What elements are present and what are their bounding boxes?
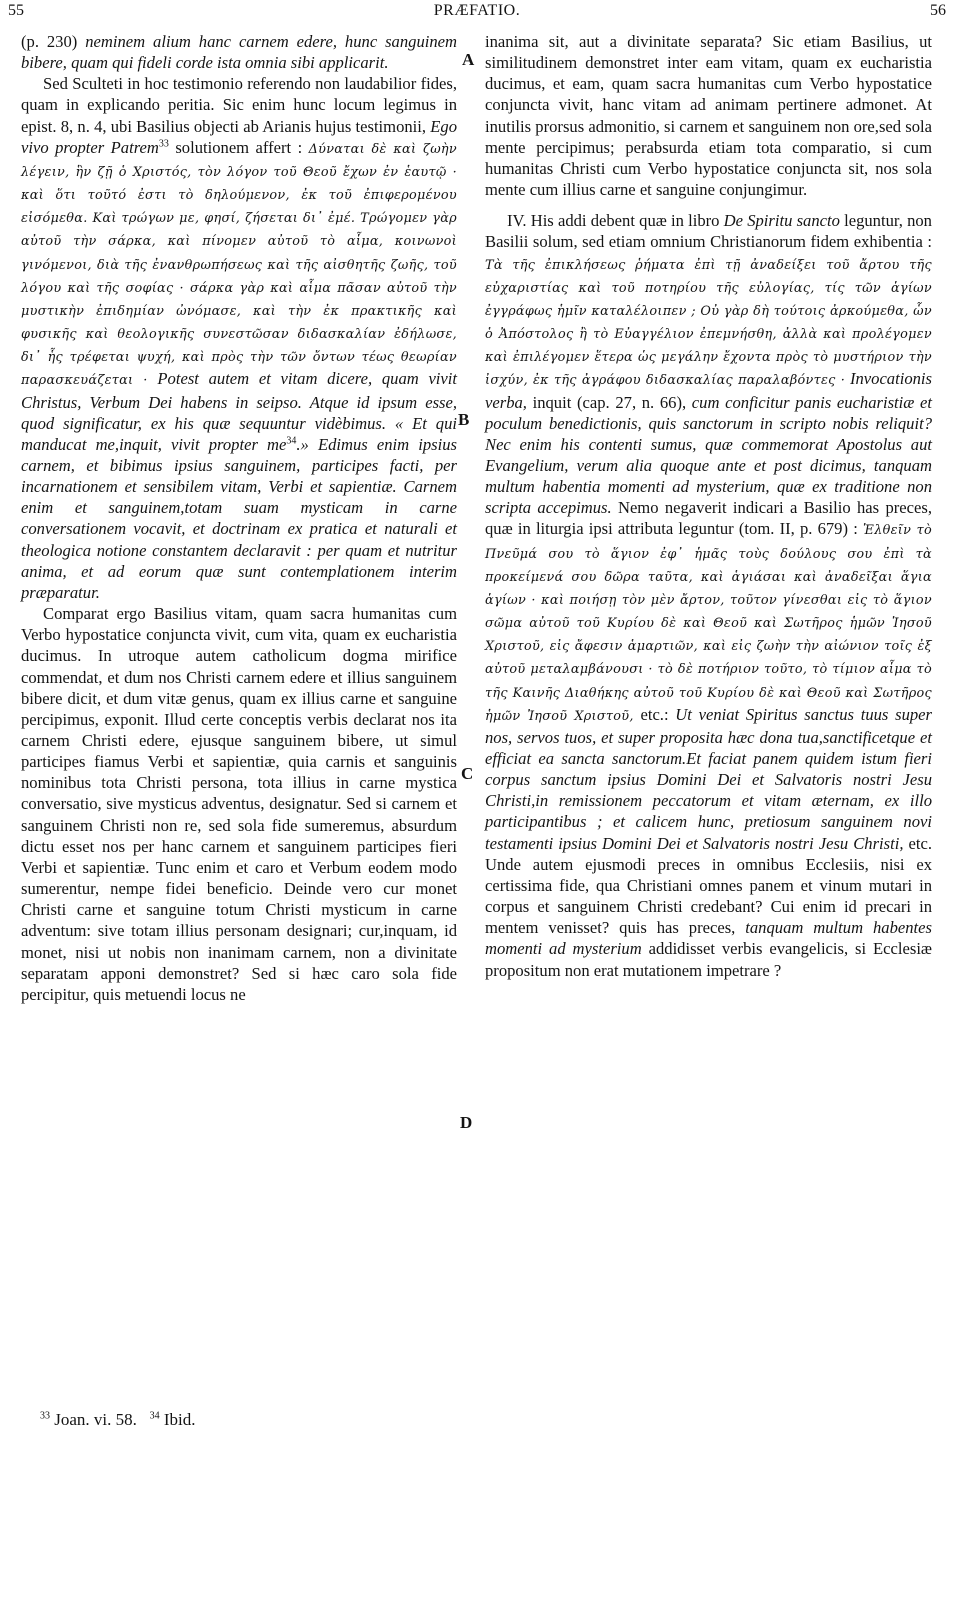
margin-letter-a: A bbox=[462, 50, 475, 69]
text-run: inquit (cap. 27, n. 66), bbox=[526, 392, 692, 412]
footnote-text: Joan. vi. 58. bbox=[54, 1410, 137, 1429]
paragraph: Comparat ergo Basilius vitam, quam sacra humanitas cum Verbo hypostatice conjuncta vivit, cum vita, quam ex eucharistia ducimus. In utroque autem catholicum dogma mirifice commendat, et dum nos Christi carnem edere et illius sanguinem bibere dicit, et dum vitæ genus, quam ex illius carne et sanguine percipimus, exponit. Illud certe conceptis verbis declarat nos ita carnem Christi edere, ejusque sanguinem bibere, ut simul participes fiamus Verbi et sapientiæ, quia carnis et sanguinis nominibus tota Christi persona, tota illius in carne mystica conversatio, sive mysticus adventus, designatur. Sed si carnem et sanguinem Christi non re, sed sola fide sumeremus, absurdum dictu esset nos per hanc carnem et sanguinem participes fieri Verbi et sapientiæ. Tunc enim et caro et Verbum eodem modo sumerentur, nempe fidei beneficio. Deinde vero cur monet Christi carne et sanguine totum Christi mysticum in carne adventum: sive totam illius personam designari; cur,inquam, id monet, nisi ut nobis non inanimam carnem, non a divinitate separatam apponi demonstret? Sed si hæc caro sola fide percipitur, quis metuendi locus ne bbox=[21, 604, 457, 1004]
margin-letter-b: B bbox=[458, 410, 470, 429]
greek-quotation: Δύναται δὲ καὶ ζωὴν λέγειν, ἣν ζῇ ὁ Χριστός, τὸν λόγον τοῦ Θεοῦ ἔχων ἐν ἑαυτῷ · καὶ ὅτι τοῦτό ἐστι τὸ δηλούμενον, ἐκ τοῦ ἐπιφερομένου εἰσόμεθα. Καὶ τρώγων με, φησί, ζήσεται δι᾽ ἐμέ. Τρώγομεν γὰρ αὐτοῦ τὴν σάρκα, καὶ πίνομεν αὐτοῦ τὸ αἷμα, κοινωνοὶ γινόμενοι, διὰ τῆς ἐνανθρωπήσεως καὶ τῆς αἰσθητῆς ζωῆς, τοῦ λόγου καὶ τῆς σοφίας · σάρκα γὰρ καὶ αἷμα πᾶσαν αὐτοῦ τὴν μυστικὴν ἐπιδημίαν ὠνόμασε, καὶ τὴν ἐκ πρακτικῆς καὶ φυσικῆς καὶ θεολογικῆς συνεστῶσαν διδασκαλίαν ἐδήλωσε, δι᾽ ἧς τρέφεται ψυχή, καὶ πρὸς τὴν τῶν ὄντων τέως θεωρίαν παρασκευάζεται · bbox=[21, 141, 457, 389]
text-run: addidisset verbis evangelicis, si Ecclesiæ propositum non erat mutationem impetrare ? bbox=[485, 939, 933, 980]
latin-translation: Potest autem et vitam dicere, quam vivit Christus, Verbum Dei habens in seipso. Atque id ipsum esse, quod significatur, ex his quæ sequuntur vidèbimus. « Et qui manducat me,inquit, vivit propter me bbox=[21, 369, 458, 454]
running-header bbox=[8, 2, 946, 24]
latin-translation: .» Edimus enim ipsius carnem, et bibimus ipsius sanguinem, participes facti, per incarnationem et sensibilem vitam, Verbi et sapientiæ. Carnem enim et sanguinem,totam suam mysticam in carne conversationem vocavit, et doctrinam ex pratica et naturali et theologica notione constantem declaravit : per quam et nutritur anima, et ad eorum quæ sunt contemplationem interim præparatur. bbox=[21, 434, 457, 602]
latin-translation: Ut veniat Spiritus sanctus tuus super nos, servos tuos, et super proposita hæc dona tua,sanctificetque et efficiat ea sancta sanctorum.Et faciat panem quidem istum fieri corpus sanctum ipsius Domini Dei et Salvatoris nostri Jesu Christi,in remissionem peccatorum et vitam æternam, ex illo participantibus ; et calicem hunc, pretiosum sanguinem novi testamenti ipsius Domini Dei et Salvatoris nostri Jesu Christi, bbox=[485, 704, 932, 853]
text-run: solutionem affert : bbox=[168, 137, 309, 157]
footnote-number: 34 bbox=[149, 1410, 160, 1422]
quotation: neminem alium hanc carnem edere, hunc sanguinem bibere, quam qui fideli corde ista omnia sibi applicarit. bbox=[21, 32, 458, 73]
text-run: etc. Unde autem ejusmodi preces in omnibus Ecclesiis, nisi ex certissima fide, qua Christiani omnes panem et vinum mutari in corpus et sanguinem Christi credebant? Cui enim id precari in mentem venisset? quis has preces, bbox=[485, 833, 932, 938]
margin-letter-c: C bbox=[461, 764, 474, 783]
paragraph bbox=[21, 31, 457, 73]
footnotes bbox=[40, 1410, 196, 1430]
quotation: tanquam multum habentes momenti ad mysterium bbox=[485, 918, 932, 959]
greek-quotation: Τὰ τῆς ἐπικλήσεως ῥήματα ἐπὶ τῇ ἀναδείξει τοῦ ἄρτου τῆς εὐχαριστίας καὶ τοῦ ποτηρίου τῆς εὐλογίας, τίς τῶν ἁγίων ἐγγράφως ἡμῖν καταλέλοιπεν ; Οὐ γὰρ δὴ τούτοις ἀρκούμεθα, ὧν ὁ Ἀπόστολος ἢ τὸ Εὐαγγέλιον ἐπεμνήσθη, ἀλλὰ καὶ προλέγομεν καὶ ἐπιλέγομεν ἕτερα ὡς μεγάλην ἔχοντα πρὸς τὸ μυστήριον τὴν ἰσχύν, ἐκ τῆς ἀγράφου διδασκαλίας παραλαβόντες · bbox=[485, 257, 932, 389]
text-run: Sed Sculteti in hoc testimonio referendo non laudabilior fides, quam in explicando peritia. Sic enim hunc locum legimus in epist. 8, n. 4, ubi Basilius objecti ab Arianis hujus testimonii, bbox=[21, 74, 457, 136]
text-run: IV. His addi debent quæ in libro bbox=[507, 211, 724, 231]
latin-translation: cum conficitur panis eucharistiæ et poculum benedictionis, quis sanctorum in scripto nobis reliquit? Nec enim his contenti sumus, quæ commemorat Apostolus aut Evangelium, verum alia quoque ante et post dicimus, tanquam multum habentia momenti ad mysterium, quæ ex traditione non scripta accepimus. bbox=[485, 392, 932, 518]
footnote-number: 33 bbox=[40, 1410, 50, 1422]
page-title: PRÆFATIO. bbox=[433, 2, 521, 19]
right-column bbox=[485, 31, 932, 981]
latin-translation: Invocationis verba, bbox=[485, 369, 932, 412]
page-reference: (p. 230) bbox=[21, 32, 86, 51]
book-title: De Spiritu sancto bbox=[723, 211, 840, 231]
quotation: Ego vivo propter Patrem bbox=[21, 116, 457, 157]
footnote-ref: 34 bbox=[286, 435, 297, 447]
footnote-text: Ibid. bbox=[163, 1410, 196, 1429]
paragraph bbox=[21, 73, 457, 603]
page-number-right: 56 bbox=[930, 2, 946, 19]
footnote-ref: 33 bbox=[158, 138, 169, 150]
text-run: Nemo negaverit indicari a Basilio has preces, quæ in liturgia ipsi attributa leguntur (tom. II, p. 679) : bbox=[485, 498, 932, 539]
text-run: leguntur, non Basilii solum, sed etiam omnium Christianorum fidem exhibentia : bbox=[485, 211, 932, 252]
page-number-left: 55 bbox=[8, 2, 24, 19]
paragraph bbox=[485, 210, 932, 980]
greek-quotation: Ἐλθεῖν τὸ Πνεῦμά σου τὸ ἅγιον ἐφ᾽ ἡμᾶς τοὺς δούλους σου ἐπὶ τὰ προκείμενά σου δῶρα ταῦτα, καὶ ἁγιάσαι καὶ ἀναδεῖξαι ἅγια ἁγίων · καὶ ποιήσῃ τὸν μὲν ἄρτον, τοῦτον γίνεσθαι εἰς τὸ ἅγιον σῶμα αὐτοῦ τοῦ Κυρίου δὲ καὶ Θεοῦ καὶ Σωτῆρος ἡμῶν Ἰησοῦ Χριστοῦ, εἰς ἄφεσιν ἁμαρτιῶν, καὶ εἰς ζωὴν τὴν αἰώνιον τοῖς ἐξ αὐτοῦ μεταλαμβάνουσι · τὸ δὲ ποτήριον τοῦτο, τὸ τίμιον αἷμα τὸ τῆς Καινῆς Διαθήκης αὐτοῦ τοῦ Κυρίου δὲ καὶ Θεοῦ καὶ Σωτῆρος ἡμῶν Ἰησοῦ Χριστοῦ, bbox=[485, 523, 932, 724]
left-column bbox=[21, 31, 457, 1005]
paragraph: inanima sit, aut a divinitate separata? Sic etiam Basilius, ut similitudinem demonstret inter eam vitam, quam ex eucharistia ducimus, et eam, quam sacra humanitas cum Verbo hypostatice conjuncta vivit, hanc vitam ad animam pertinere admonet. At inutilis prorsus admonitio, si carnem et sanguinem non ore,sed sola mente percipimus; perabsurda etiam tota comparatio, si cum humanitas Christi cum Verbo hypostatice conjuncta sit, nos sola mente cum illius carne et sanguine conjungimur. bbox=[485, 32, 932, 200]
margin-letter-d: D bbox=[460, 1113, 473, 1132]
text-run: etc.: bbox=[633, 704, 676, 724]
